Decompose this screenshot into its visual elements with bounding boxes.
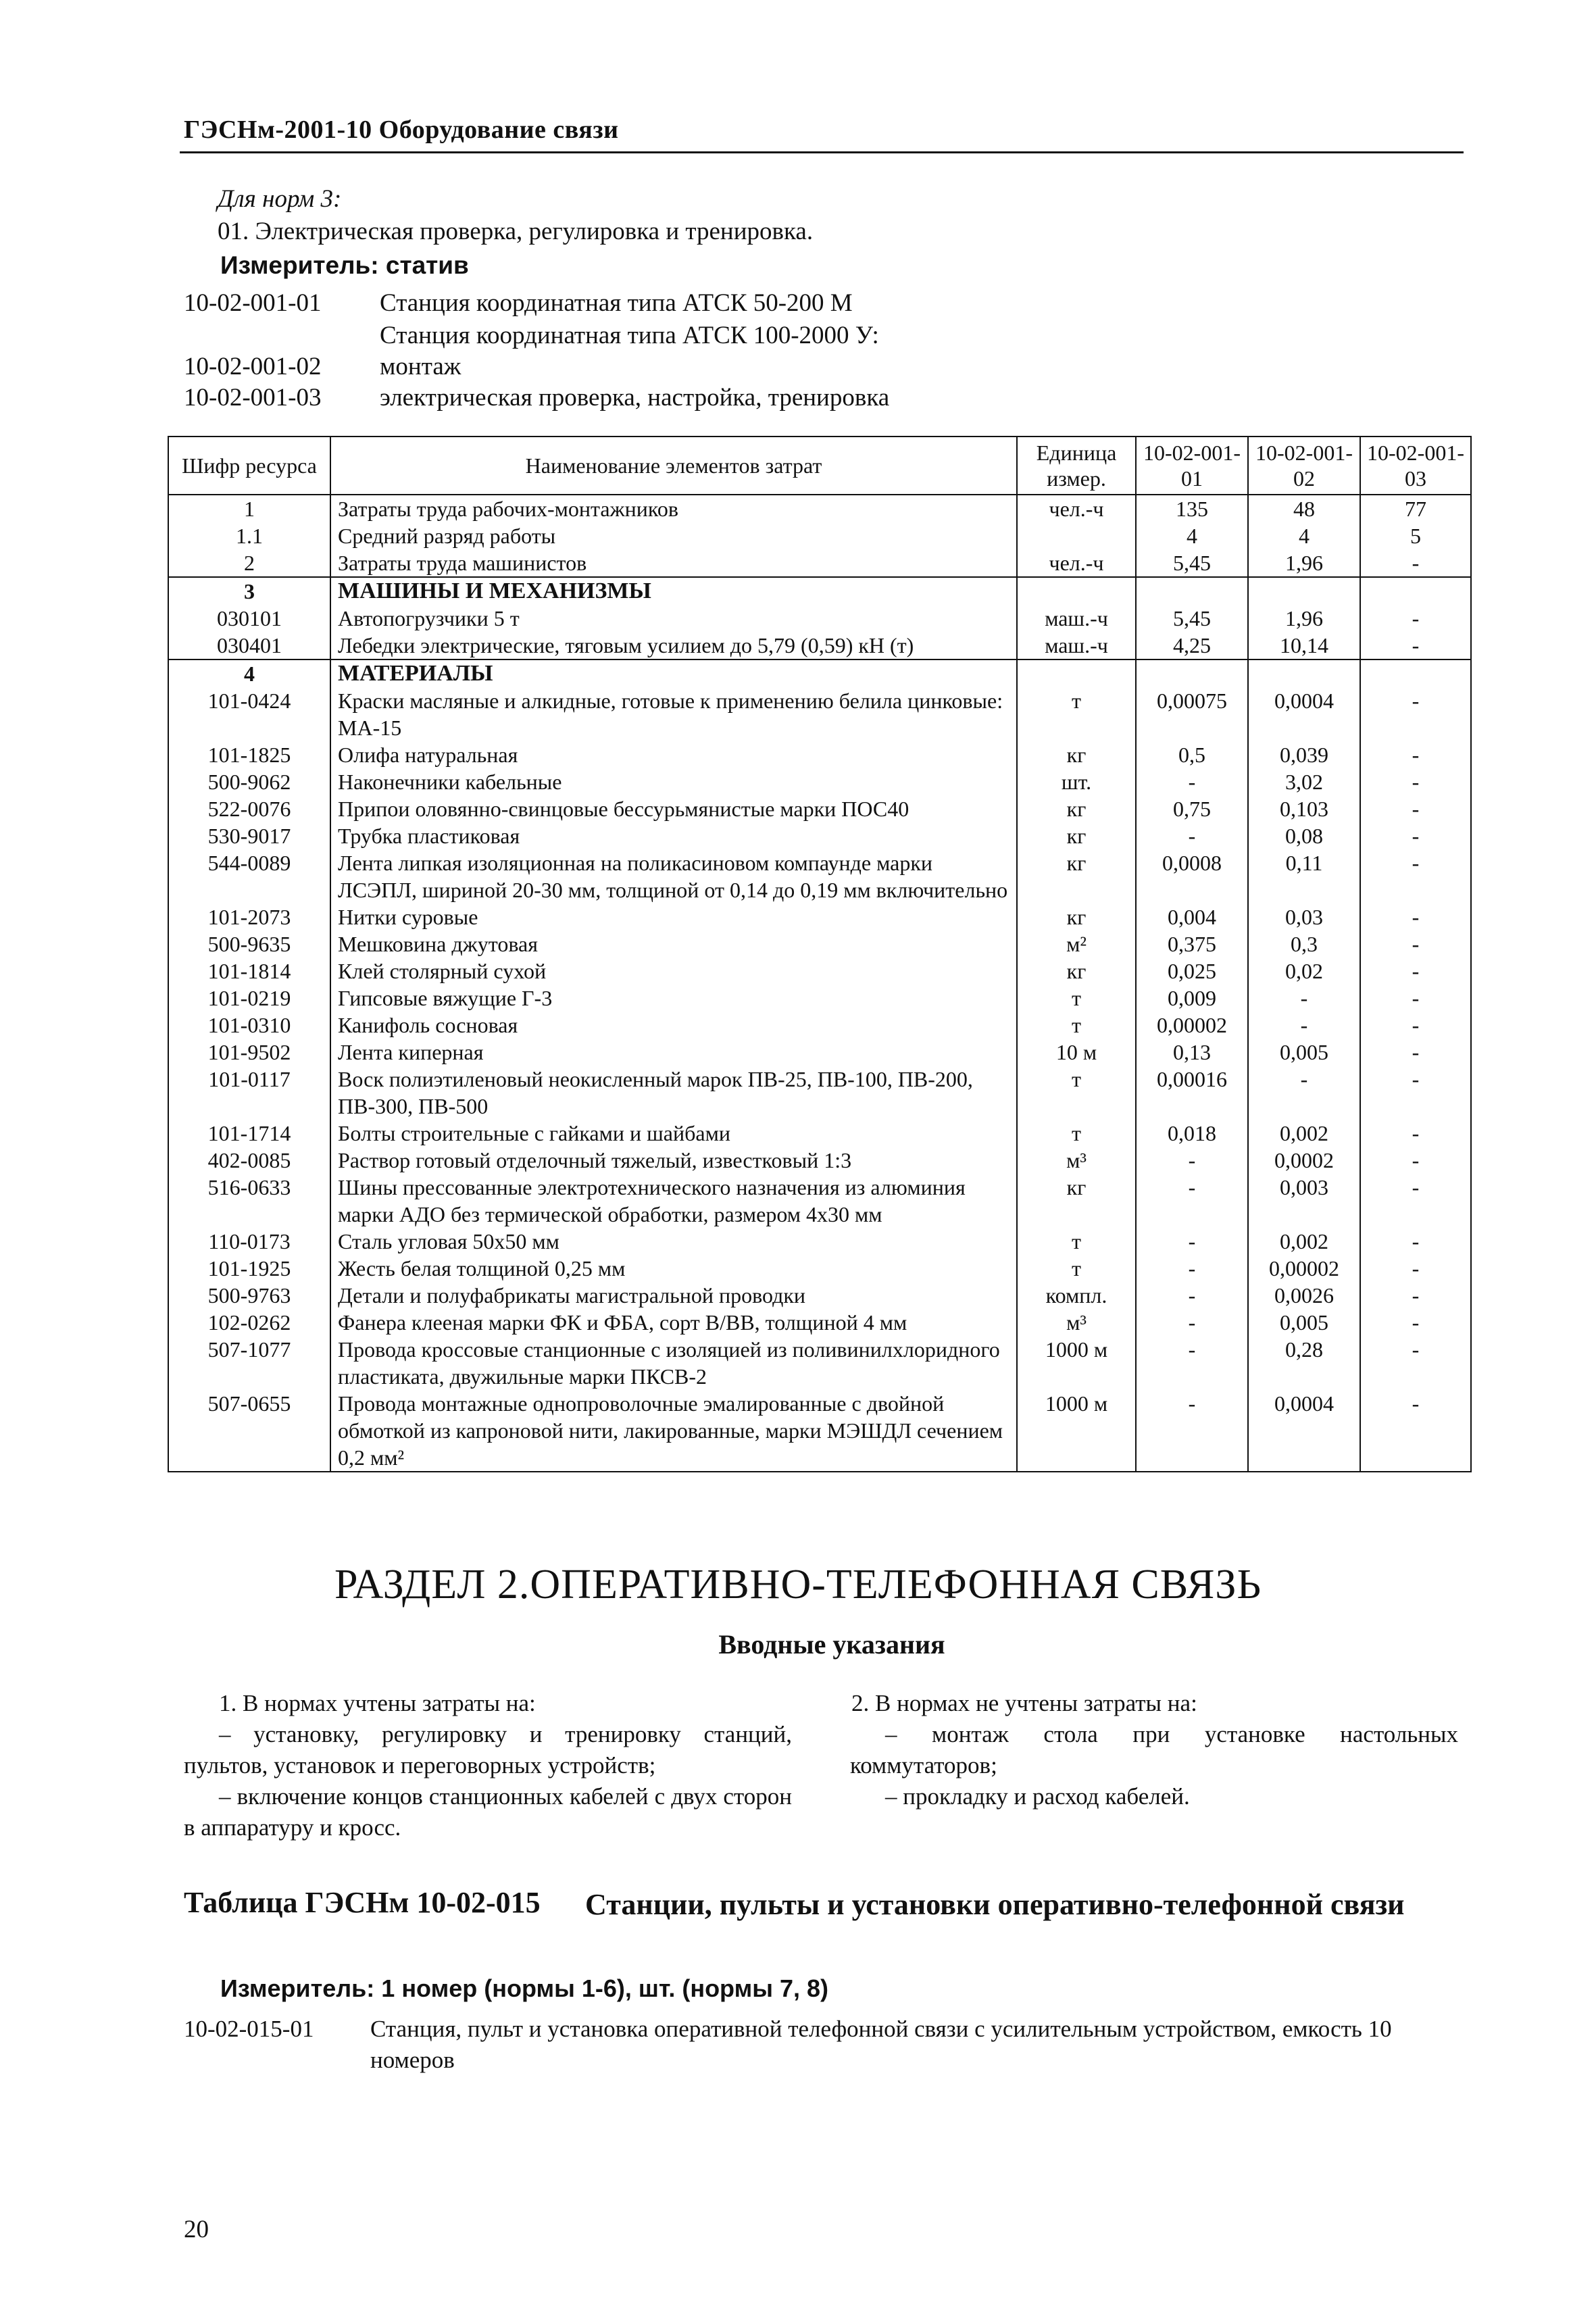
cell-name: МАТЕРИАЛЫ	[330, 659, 1017, 687]
table-row	[168, 632, 1471, 659]
cell-name: Нитки суровые	[330, 903, 1017, 930]
page-number: 20	[184, 2216, 209, 2243]
cell-code: 2	[168, 549, 330, 577]
cell-value-2: 0,0026	[1248, 1282, 1360, 1309]
table-row	[168, 795, 1471, 822]
cell-value-2: 3,02	[1248, 768, 1360, 795]
cell-value-3: -	[1360, 930, 1471, 957]
cell-unit: кг	[1017, 849, 1136, 903]
measure-label: Измеритель: статив	[220, 251, 469, 279]
table-row	[168, 768, 1471, 795]
cell-value-3: -	[1360, 822, 1471, 849]
cell-value-1: 4,25	[1136, 632, 1248, 659]
cell-value-3: -	[1360, 605, 1471, 632]
intro-right-p3: – прокладку и расход кабелей.	[885, 1783, 1190, 1810]
cell-name: Краски масляные и алкидные, готовые к применению белила цинковые: МА-15	[330, 687, 1017, 741]
cell-value-1: 5,45	[1136, 549, 1248, 577]
cell-name: Автопогрузчики 5 т	[330, 605, 1017, 632]
cell-value-3: -	[1360, 1282, 1471, 1309]
cell-unit: кг	[1017, 822, 1136, 849]
header-name: Наименование элементов затрат	[330, 437, 1017, 495]
norm-text: монтаж	[380, 353, 462, 380]
cell-value-3: -	[1360, 795, 1471, 822]
cell-name: Затраты труда машинистов	[330, 549, 1017, 577]
cell-value-1: 5,45	[1136, 605, 1248, 632]
cell-code: 3	[168, 577, 330, 605]
cell-name: Сталь угловая 50х50 мм	[330, 1228, 1017, 1255]
cell-unit	[1017, 522, 1136, 549]
cell-code: 030401	[168, 632, 330, 659]
table-row	[168, 577, 1471, 605]
cell-code: 1.1	[168, 522, 330, 549]
cell-code: 101-2073	[168, 903, 330, 930]
cell-value-3: -	[1360, 957, 1471, 985]
table2-measure: Измеритель: 1 номер (нормы 1-6), шт. (нормы 7, 8)	[220, 1974, 828, 2002]
header-col3: 10-02-001-03	[1360, 437, 1471, 495]
cell-code: 101-1825	[168, 741, 330, 768]
cell-name: Канифоль сосновая	[330, 1012, 1017, 1039]
table-row	[168, 1228, 1471, 1255]
cell-code: 101-0424	[168, 687, 330, 741]
cell-code: 101-0117	[168, 1066, 330, 1120]
table-row	[168, 930, 1471, 957]
cell-code: 101-0310	[168, 1012, 330, 1039]
cell-code: 110-0173	[168, 1228, 330, 1255]
cell-unit: т	[1017, 985, 1136, 1012]
header-col1: 10-02-001-01	[1136, 437, 1248, 495]
cell-name: Припои оловянно-свинцовые бессурьмянистые марки ПОС40	[330, 795, 1017, 822]
intro-right-p2: – монтаж стола при установке настольных коммутаторов;	[850, 1721, 1458, 1778]
table-row	[168, 903, 1471, 930]
cell-unit: кг	[1017, 795, 1136, 822]
cell-value-2: 0,002	[1248, 1120, 1360, 1147]
cell-name: Клей столярный сухой	[330, 957, 1017, 985]
cell-value-1: -	[1136, 1147, 1248, 1174]
table2-label: Таблица ГЭСНм 10-02-015	[184, 1886, 541, 1919]
cell-value-1: 0,0008	[1136, 849, 1248, 903]
cell-unit: 10 м	[1017, 1039, 1136, 1066]
cell-code: 101-1714	[168, 1120, 330, 1147]
cell-value-3: -	[1360, 849, 1471, 903]
cell-name: Средний разряд работы	[330, 522, 1017, 549]
code-line-2	[184, 320, 879, 351]
cell-value-1: 0,00075	[1136, 687, 1248, 741]
cell-value-2: 1,96	[1248, 605, 1360, 632]
cell-value-3: -	[1360, 1120, 1471, 1147]
table-row	[168, 985, 1471, 1012]
table-row	[168, 849, 1471, 903]
cell-value-3: 5	[1360, 522, 1471, 549]
cell-name: Лента липкая изоляционная на поликасиновом компаунде марки ЛСЭПЛ, шириной 20-30 мм, толщиной от 0,14 до 0,19 мм включительно	[330, 849, 1017, 903]
cell-value-2: 0,08	[1248, 822, 1360, 849]
intro-right-p1: 2. В нормах не учтены затраты на:	[851, 1690, 1197, 1716]
cell-value-1: -	[1136, 1255, 1248, 1282]
cell-value-2: -	[1248, 1066, 1360, 1120]
cell-code: 500-9062	[168, 768, 330, 795]
cell-code: 402-0085	[168, 1147, 330, 1174]
cell-name: Фанера клееная марки ФК и ФБА, сорт В/ВВ, толщиной 4 мм	[330, 1309, 1017, 1336]
intro-left-p3: – включение концов станционных кабелей с двух сторон в аппаратуру и кросс.	[184, 1783, 792, 1841]
cell-unit: чел.-ч	[1017, 549, 1136, 577]
cell-value-1: 0,13	[1136, 1039, 1248, 1066]
cell-unit: т	[1017, 1255, 1136, 1282]
cell-name: Провода кроссовые станционные с изоляцией из поливинилхлоридного пластиката, двужильные марки ПКСВ-2	[330, 1336, 1017, 1390]
cell-code: 101-1925	[168, 1255, 330, 1282]
cell-unit: кг	[1017, 957, 1136, 985]
cell-value-2: 0,005	[1248, 1039, 1360, 1066]
table-row	[168, 822, 1471, 849]
cell-unit	[1017, 577, 1136, 605]
cell-value-3: -	[1360, 632, 1471, 659]
cell-unit: т	[1017, 687, 1136, 741]
table2-code: 10-02-015-01	[184, 2016, 314, 2042]
table-row	[168, 1390, 1471, 1472]
cell-value-2: 0,005	[1248, 1309, 1360, 1336]
running-header: ГЭСНм-2001-10 Оборудование связи	[184, 116, 619, 144]
cell-value-2: 0,039	[1248, 741, 1360, 768]
cell-name: Наконечники кабельные	[330, 768, 1017, 795]
cell-value-3	[1360, 577, 1471, 605]
cell-unit: кг	[1017, 1174, 1136, 1228]
cell-name: Жесть белая толщиной 0,25 мм	[330, 1255, 1017, 1282]
cell-code: 500-9635	[168, 930, 330, 957]
cell-value-2: 0,02	[1248, 957, 1360, 985]
cell-value-3: -	[1360, 768, 1471, 795]
cell-unit: м³	[1017, 1309, 1136, 1336]
header-rule	[180, 151, 1464, 153]
cell-value-2: 0,11	[1248, 849, 1360, 903]
cell-value-1: 0,75	[1136, 795, 1248, 822]
cell-name: МАШИНЫ И МЕХАНИЗМЫ	[330, 577, 1017, 605]
cell-name: Олифа натуральная	[330, 741, 1017, 768]
cell-value-1: -	[1136, 822, 1248, 849]
code-line-3	[184, 351, 461, 382]
cell-value-3: -	[1360, 1174, 1471, 1228]
intro-left-p1: 1. В нормах учтены затраты на:	[219, 1690, 536, 1716]
header-unit: Единица измер.	[1017, 437, 1136, 495]
code-line-4	[184, 382, 889, 414]
table-row	[168, 1336, 1471, 1390]
cell-code: 101-9502	[168, 1039, 330, 1066]
cell-value-2: 0,003	[1248, 1174, 1360, 1228]
table-header-row	[168, 437, 1471, 495]
cell-value-3: -	[1360, 741, 1471, 768]
cell-value-3: -	[1360, 903, 1471, 930]
cell-value-3: -	[1360, 1147, 1471, 1174]
norm-text: электрическая проверка, настройка, тренировка	[380, 384, 890, 412]
cell-value-2: 48	[1248, 495, 1360, 522]
cell-code: 507-0655	[168, 1390, 330, 1472]
cell-value-1: -	[1136, 1390, 1248, 1472]
cell-value-2: 0,03	[1248, 903, 1360, 930]
cell-code: 516-0633	[168, 1174, 330, 1228]
cell-unit: шт.	[1017, 768, 1136, 795]
cell-name: Детали и полуфабрикаты магистральной проводки	[330, 1282, 1017, 1309]
cell-code: 4	[168, 659, 330, 687]
cell-name: Воск полиэтиленовый неокисленный марок ПВ-25, ПВ-100, ПВ-200, ПВ-300, ПВ-500	[330, 1066, 1017, 1120]
cell-value-3: -	[1360, 1309, 1471, 1336]
cell-unit: 1000 м	[1017, 1336, 1136, 1390]
cell-value-1: 135	[1136, 495, 1248, 522]
cell-unit: м²	[1017, 930, 1136, 957]
table-row	[168, 1282, 1471, 1309]
cell-unit: компл.	[1017, 1282, 1136, 1309]
cell-value-1: 0,025	[1136, 957, 1248, 985]
cell-value-3: -	[1360, 1228, 1471, 1255]
cell-value-1: 4	[1136, 522, 1248, 549]
cell-value-1: -	[1136, 1309, 1248, 1336]
table-body	[168, 495, 1471, 1472]
table-row	[168, 1147, 1471, 1174]
cell-unit	[1017, 659, 1136, 687]
intro-left-p2: – установку, регулировку и тренировку станций, пультов, установок и переговорных устройств;	[184, 1721, 792, 1778]
norm-code: 10-02-001-03	[184, 384, 322, 412]
cell-value-3: -	[1360, 985, 1471, 1012]
table-row	[168, 1012, 1471, 1039]
cell-value-3: 77	[1360, 495, 1471, 522]
cell-value-3: -	[1360, 1255, 1471, 1282]
cell-value-2: 0,00002	[1248, 1255, 1360, 1282]
cell-value-2	[1248, 659, 1360, 687]
cell-name: Затраты труда рабочих-монтажников	[330, 495, 1017, 522]
cell-unit: кг	[1017, 741, 1136, 768]
table-row	[168, 687, 1471, 741]
cell-value-3	[1360, 659, 1471, 687]
cell-code: 030101	[168, 605, 330, 632]
cell-value-1: -	[1136, 768, 1248, 795]
norm-text: Станция координатная типа АТСК 100-2000 У:	[380, 322, 879, 349]
code-line-1	[184, 288, 853, 319]
cell-value-3: -	[1360, 1012, 1471, 1039]
cell-value-1	[1136, 659, 1248, 687]
cell-name: Мешковина джутовая	[330, 930, 1017, 957]
cell-value-1: 0,009	[1136, 985, 1248, 1012]
cell-code: 544-0089	[168, 849, 330, 903]
cell-value-1: 0,018	[1136, 1120, 1248, 1147]
cell-name: Трубка пластиковая	[330, 822, 1017, 849]
cell-unit: т	[1017, 1066, 1136, 1120]
cell-value-2: -	[1248, 1012, 1360, 1039]
section-title: РАЗДЕЛ 2.ОПЕРАТИВНО-ТЕЛЕФОННАЯ СВЯЗЬ	[334, 1562, 1262, 1608]
table-row	[168, 495, 1471, 522]
cell-value-2: 0,3	[1248, 930, 1360, 957]
cell-value-2: 0,0004	[1248, 687, 1360, 741]
cell-value-1: -	[1136, 1228, 1248, 1255]
cell-name: Лебедки электрические, тяговым усилием до 5,79 (0,59) кН (т)	[330, 632, 1017, 659]
cell-value-1: 0,004	[1136, 903, 1248, 930]
cell-name: Шины прессованные электротехнического назначения из алюминия марки АДО без термической обработки, размером 4х30 мм	[330, 1174, 1017, 1228]
cell-code: 500-9763	[168, 1282, 330, 1309]
cell-unit: м³	[1017, 1147, 1136, 1174]
cell-value-1: 0,00002	[1136, 1012, 1248, 1039]
cell-code: 101-1814	[168, 957, 330, 985]
table-row	[168, 659, 1471, 687]
cell-value-3: -	[1360, 549, 1471, 577]
table-row	[168, 1039, 1471, 1066]
cell-value-2: 0,0002	[1248, 1147, 1360, 1174]
cell-unit: 1000 м	[1017, 1390, 1136, 1472]
cell-unit: маш.-ч	[1017, 632, 1136, 659]
header-code: Шифр ресурса	[168, 437, 330, 495]
table-row	[168, 1255, 1471, 1282]
cell-value-2: 1,96	[1248, 549, 1360, 577]
cell-code: 507-1077	[168, 1336, 330, 1390]
cell-value-3: -	[1360, 687, 1471, 741]
table2-title: Станции, пульты и установки оперативно-телефонной связи	[585, 1888, 1405, 1921]
cell-value-1: 0,375	[1136, 930, 1248, 957]
cell-code: 522-0076	[168, 795, 330, 822]
intro-left-column	[184, 1688, 792, 1843]
for-norms-label: Для норм 3:	[218, 185, 342, 213]
table2-code-text: Станция, пульт и установка оперативной телефонной связи с усилительным устройством, емкость 10 номеров	[370, 2016, 1392, 2073]
cell-value-1: 0,5	[1136, 741, 1248, 768]
cell-code: 101-0219	[168, 985, 330, 1012]
cell-value-2: -	[1248, 985, 1360, 1012]
cell-value-1	[1136, 577, 1248, 605]
header-col2: 10-02-001-02	[1248, 437, 1360, 495]
cell-value-3: -	[1360, 1336, 1471, 1390]
resource-table	[168, 436, 1472, 1472]
table-row	[168, 1066, 1471, 1120]
cell-name: Болты строительные с гайками и шайбами	[330, 1120, 1017, 1147]
cell-value-1: -	[1136, 1282, 1248, 1309]
intro-title: Вводные указания	[718, 1629, 945, 1660]
cell-unit: т	[1017, 1012, 1136, 1039]
cell-value-2: 0,28	[1248, 1336, 1360, 1390]
table-row	[168, 741, 1471, 768]
cell-value-2: 0,103	[1248, 795, 1360, 822]
cell-code: 530-9017	[168, 822, 330, 849]
cell-value-1: -	[1136, 1336, 1248, 1390]
cell-value-2: 0,002	[1248, 1228, 1360, 1255]
cell-value-1: 0,00016	[1136, 1066, 1248, 1120]
norm-code: 10-02-001-01	[184, 289, 322, 317]
cell-code: 1	[168, 495, 330, 522]
cell-value-2	[1248, 577, 1360, 605]
cell-name: Лента киперная	[330, 1039, 1017, 1066]
cell-value-1: -	[1136, 1174, 1248, 1228]
norm-code: 10-02-001-02	[184, 353, 322, 380]
cell-unit: т	[1017, 1120, 1136, 1147]
table-row	[168, 1309, 1471, 1336]
cell-name: Раствор готовый отделочный тяжелый, известковый 1:3	[330, 1147, 1017, 1174]
table-row	[168, 1174, 1471, 1228]
cell-unit: т	[1017, 1228, 1136, 1255]
cell-code: 102-0262	[168, 1309, 330, 1336]
work-description: 01. Электрическая проверка, регулировка и тренировка.	[218, 218, 814, 245]
table-row	[168, 957, 1471, 985]
cell-value-2: 4	[1248, 522, 1360, 549]
cell-unit: маш.-ч	[1017, 605, 1136, 632]
norm-text: Станция координатная типа АТСК 50-200 М	[380, 289, 853, 317]
table-row	[168, 605, 1471, 632]
cell-value-2: 10,14	[1248, 632, 1360, 659]
cell-value-3: -	[1360, 1066, 1471, 1120]
cell-name: Гипсовые вяжущие Г-3	[330, 985, 1017, 1012]
cell-unit: кг	[1017, 903, 1136, 930]
cell-value-3: -	[1360, 1039, 1471, 1066]
cell-value-3: -	[1360, 1390, 1471, 1472]
cell-value-2: 0,0004	[1248, 1390, 1360, 1472]
cell-name: Провода монтажные однопроволочные эмалированные с двойной обмоткой из капроновой нити, лакированные, марки МЭШДЛ сечением 0,2 мм²	[330, 1390, 1017, 1472]
table-row	[168, 549, 1471, 577]
table-row	[168, 1120, 1471, 1147]
table-row	[168, 522, 1471, 549]
cell-unit: чел.-ч	[1017, 495, 1136, 522]
intro-right-column	[850, 1688, 1458, 1812]
